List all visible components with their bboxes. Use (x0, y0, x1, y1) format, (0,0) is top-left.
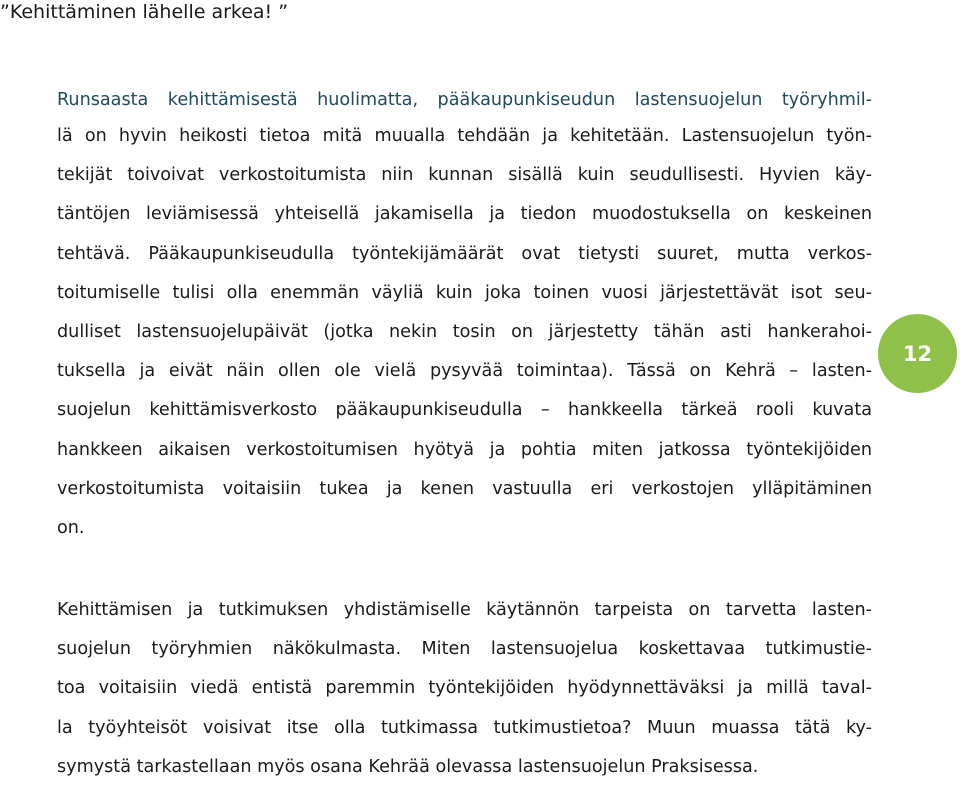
text-line: symystä tarkastellaan myös osana Kehrää olevassa lastensuojelun Praksisessa. (57, 756, 759, 777)
text-line: toa voitaisiin viedä entistä paremmin työntekijöiden hyödynnettäväksi ja millä taval- (57, 678, 872, 699)
paragraph-main (57, 117, 872, 548)
text-line: lä on hyvin heikosti tietoa mitä muualla tehdään ja kehitetään. Lastensuojelun työn- (57, 126, 872, 146)
page-number: 12 (902, 341, 933, 366)
text-line: tehtävä. Pääkaupunkiseudulla työntekijämäärät ovat tietysti suuret, mutta verkos- (57, 243, 872, 264)
text-line: Kehittämisen ja tutkimuksen yhdistämiselle käytännön tarpeista on tarvetta lasten- (57, 600, 872, 620)
text-line: suojelun kehittämisverkosto pääkaupunkiseudulla – hankkeella tärkeä rooli kuvata (57, 400, 872, 421)
text-line: verkostoitumista voitaisiin tukea ja kenen vastuulla eri verkostojen ylläpitäminen (57, 478, 872, 499)
text-line: suojelun työryhmien näkökulmasta. Miten lastensuojelua koskettavaa tutkimustie- (57, 639, 872, 660)
text-line: täntöjen leviämisessä yhteisellä jakamisella ja tiedon muodostuksella on keskeinen (57, 204, 872, 225)
text-line: on. (57, 517, 85, 538)
text-line: la työyhteisöt voisivat itse olla tutkimassa tutkimustietoa? Muun muassa tätä ky- (57, 717, 872, 738)
text-line: toitumiselle tulisi olla enemmän väyliä kuin joka toinen vuosi järjestettävät isot seu- (57, 282, 872, 303)
paragraph-intro (57, 81, 872, 120)
text-line: tuksella ja eivät näin ollen ole vielä pysyvää toimintaa). Tässä on Kehrä – lasten- (57, 361, 872, 382)
text-line: tekijät toivoivat verkostoitumista niin kunnan sisällä kuin seudullisesti. Hyvien käy- (57, 165, 872, 186)
text-line: Runsaasta kehittämisestä huolimatta, pääkaupunkiseudun lastensuojelun työryhmil- (57, 90, 872, 110)
text-line: hankkeen aikaisen verkostoitumisen hyötyä ja pohtia miten jatkossa työntekijöiden (57, 439, 872, 460)
text-line: dulliset lastensuojelupäivät (jotka nekin tosin on järjestetty tähän asti hankerahoi- (57, 321, 872, 342)
page-number-badge (878, 314, 957, 393)
paragraph-second (57, 591, 872, 787)
heading-quote: ”Kehittäminen lähelle arkea! ” (0, 1, 289, 23)
